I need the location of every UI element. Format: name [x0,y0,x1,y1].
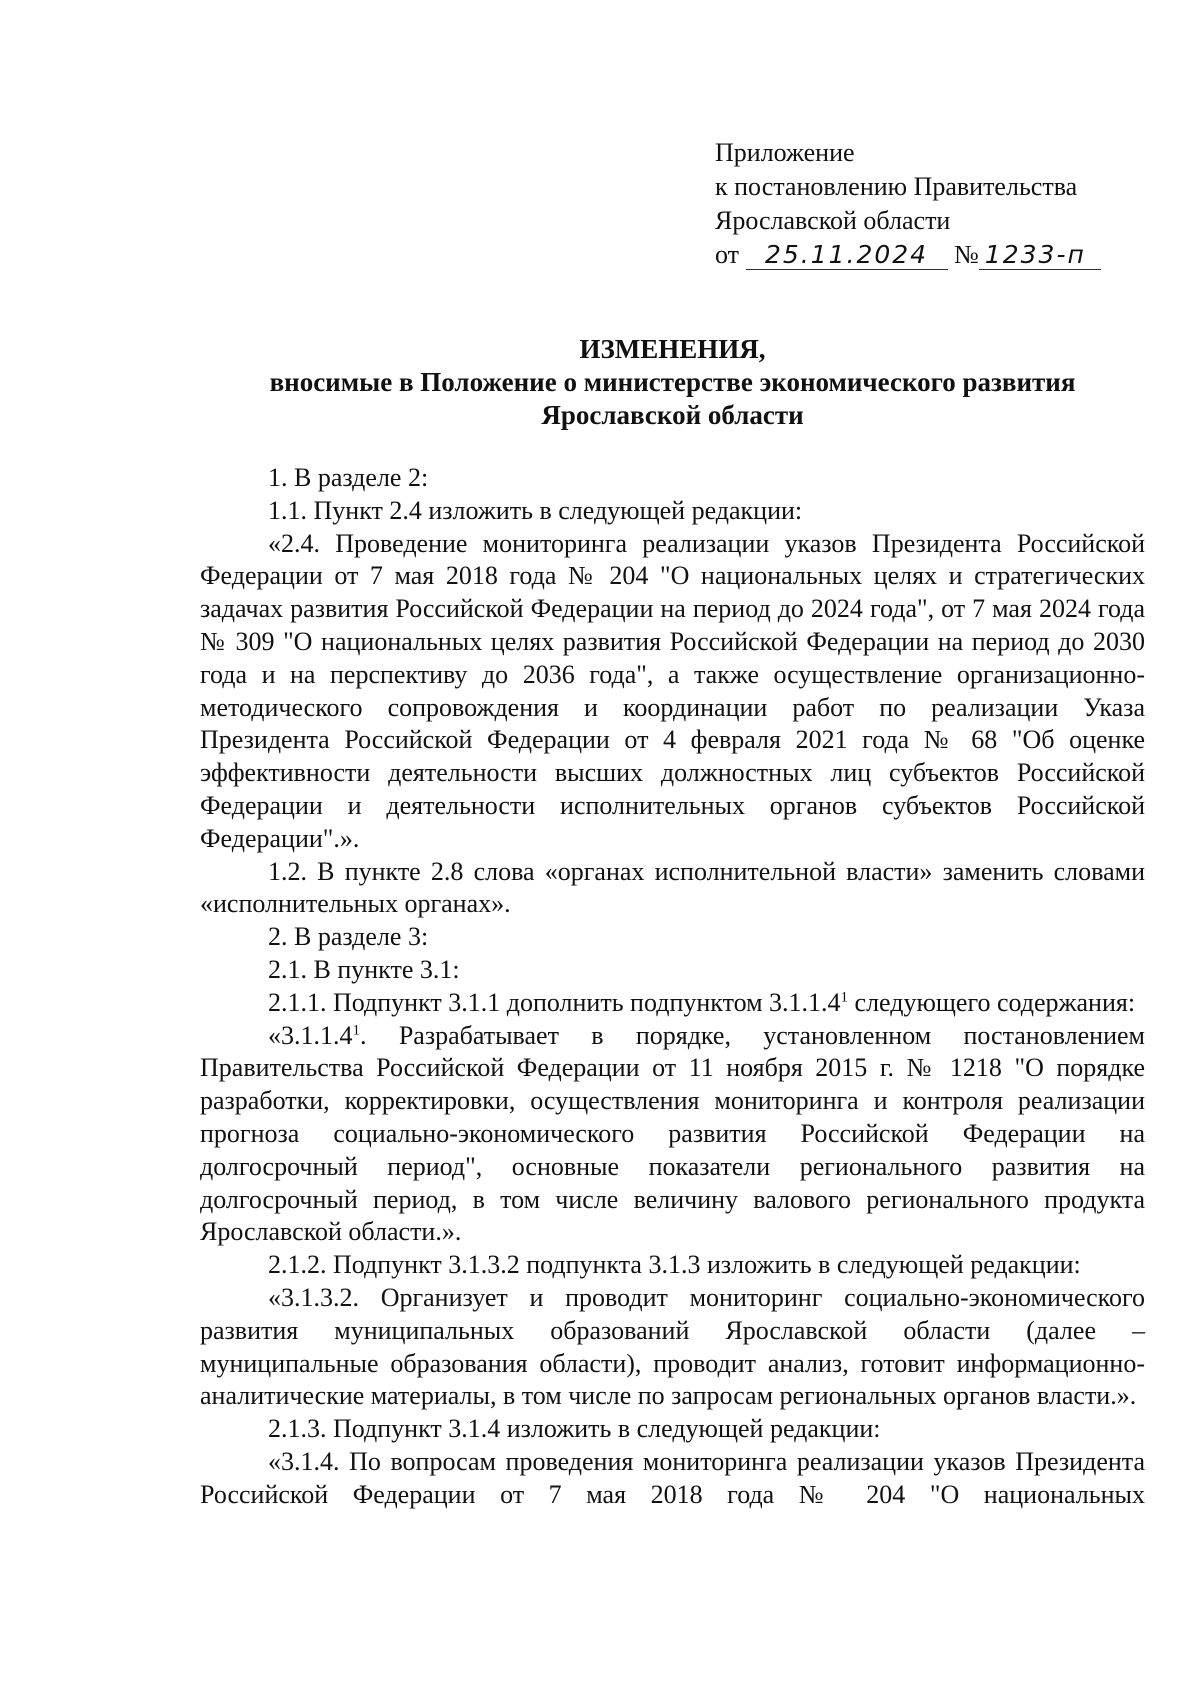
paragraph-3-1-4-text: «3.1.4. По вопросам проведения мониторинга реализации указов Президента Российской Федерации от 7 мая 2018 года № 204 "О национальных [200,1446,1145,1509]
paragraph-1-2: 1.2. В пункте 2.8 слова «органах исполнительной власти» заменить словами «исполнительных органах». [200,856,1145,919]
paragraph-3-1-1-4-text-a: «3.1.1.4 [268,1020,353,1050]
superscript: 1 [840,989,849,1006]
appendix-date-line [715,238,1101,272]
appendix-line-region: Ярославской области [715,206,951,235]
paragraph-2-4-text: «2.4. Проведение мониторинга реализации указов Президента Российской Федерации от 7 мая 2018 года № 204 "О национальных целях и стратегических задачах развития Российской Федерации на период до 2024 года", от 7 мая 2024 года № 309 "О национальных целях развития Российской Федерации на период до 2030 года и на перспективу до 2036 года", а также осуществление организационно-методического сопровождения и координации работ по реализации Указа Президента Российской Федерации от 4 февраля 2021 года № 68 "Об оценке эффективности деятельности высших должностных лиц субъектов Российской Федерации и деятельности исполнительных органов субъектов Российской Федерации".». [200,528,1145,853]
paragraph-3-1-1-4-text-b: . Разрабатывает в порядке, установленном постановлением Правительства Российской Федерации от 11 ноября 2015 г. № 1218 "О порядке разработки, корректировки, осуществления мониторинга и контроля реализации прогноза социально-экономического развития Российской Федерации на долгосрочный период", основные показатели регионального развития на долгосрочный период, в том числе величину валового регионального продукта Ярославской области.». [200,1020,1145,1247]
paragraph-2: 2. В разделе 3: [268,922,429,952]
appendix-title: Приложение [715,138,855,167]
paragraph-1-1: 1.1. Пункт 2.4 изложить в следующей редакции: [268,495,803,525]
paragraph-2-1-1-text-b: следующего содержания: [848,987,1136,1017]
from-label: от [715,240,740,269]
paragraph-3-1-1-4-text [200,1020,1145,1250]
paragraph-2-1-3: 2.1.3. Подпункт 3.1.4 изложить в следующей редакции: [268,1414,881,1444]
document-heading [200,333,1145,432]
appendix-line-resolution: к постановлению Правительства [715,172,1078,201]
paragraph-2-1-1-text-a: 2.1.1. Подпункт 3.1.1 дополнить подпунктом 3.1.1.4 [268,987,841,1017]
paragraph-2-1-2: 2.1.2. Подпункт 3.1.3.2 подпункта 3.1.3 изложить в следующей редакции: [268,1250,1081,1280]
superscript: 1 [352,1021,360,1038]
handwritten-number: 1233-п [979,241,1101,270]
paragraph-3-1-3-2-text: «3.1.3.2. Организует и проводит мониторинг социально-экономического развития муниципальных образований Ярославской области (далее – муниципальные образования области), проводит анализ, готовит информационно-аналитические материалы, в том числе по запросам региональных органов власти.». [200,1282,1145,1411]
appendix-block [715,136,1101,272]
paragraph-2-1-1 [200,987,1145,1020]
heading-title: ИЗМЕНЕНИЯ, [579,334,766,364]
number-label: № [954,240,979,269]
heading-subtitle-1: вносимые в Положение о министерстве экономического развития [269,367,1076,397]
handwritten-date: 25.11.2024 [746,241,948,270]
paragraph-1: 1. В разделе 2: [268,463,429,492]
paragraph-2-1: 2.1. В пункте 3.1: [268,954,460,984]
heading-subtitle-2: Ярославской области [541,400,804,430]
document-body [200,462,1145,1512]
